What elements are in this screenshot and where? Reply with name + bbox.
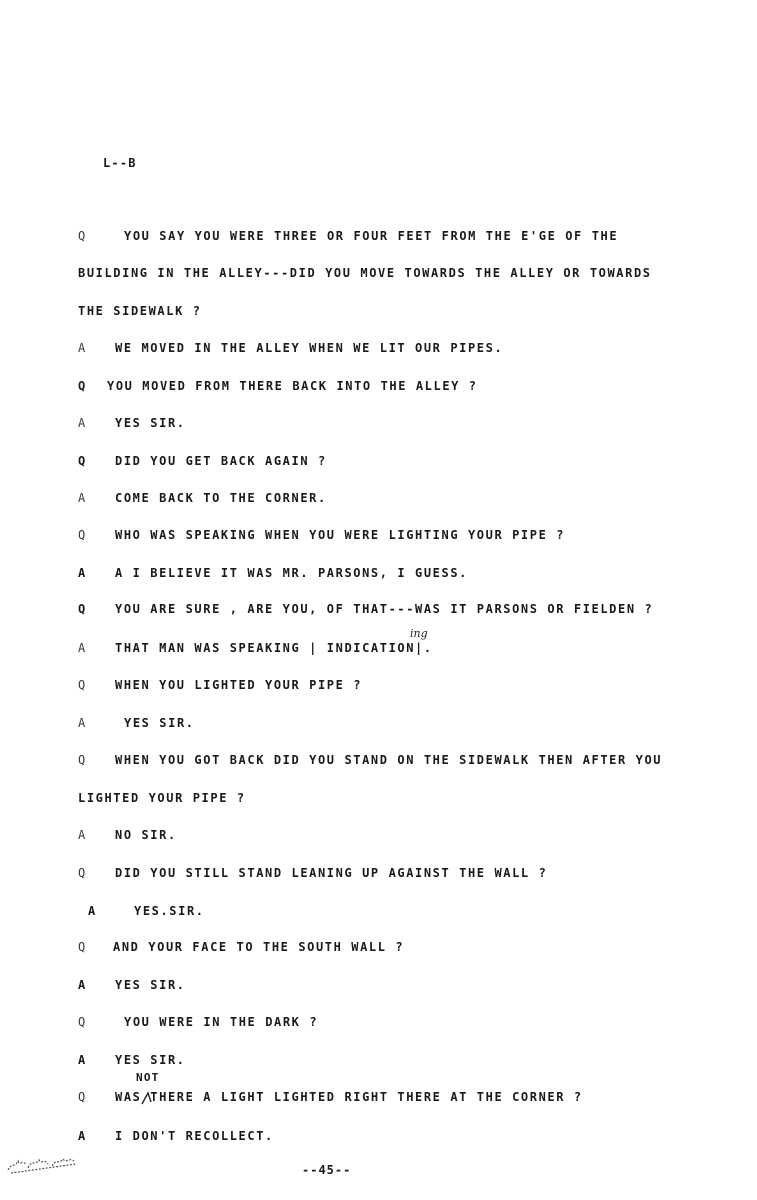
line-text: DID YOU GET BACK AGAIN ? bbox=[115, 454, 327, 468]
line-label: Q bbox=[78, 454, 87, 468]
line-text: THAT MAN WAS SPEAKING | INDICATION|. bbox=[115, 641, 433, 655]
line-text: BUILDING IN THE ALLEY---DID YOU MOVE TOWARDS THE ALLEY OR TOWARDS bbox=[78, 266, 652, 280]
line-text: YES SIR. bbox=[115, 416, 186, 430]
line-label: A bbox=[88, 904, 97, 918]
line-text: WAS THERE A LIGHT LIGHTED RIGHT THERE AT THE CORNER ? bbox=[115, 1090, 583, 1104]
line-label: Q bbox=[78, 229, 87, 243]
line-text: WE MOVED IN THE ALLEY WHEN WE LIT OUR PIPES. bbox=[115, 341, 504, 355]
line-label: Q bbox=[78, 678, 87, 692]
line-label: A bbox=[78, 416, 87, 430]
line-text: I DON'T RECOLLECT. bbox=[115, 1129, 274, 1143]
line-label: Q bbox=[78, 1015, 87, 1029]
line-label: Q bbox=[78, 379, 87, 393]
line-text: LIGHTED YOUR PIPE ? bbox=[78, 791, 246, 805]
line-text: COME BACK TO THE CORNER. bbox=[115, 491, 327, 505]
line-label: A bbox=[78, 716, 87, 730]
line-label: Q bbox=[78, 528, 87, 542]
line-text: WHO WAS SPEAKING WHEN YOU WERE LIGHTING YOUR PIPE ? bbox=[115, 528, 566, 542]
handwritten-correction: ing bbox=[410, 627, 428, 640]
line-label: Q bbox=[78, 866, 87, 880]
typed-insertion: NOT bbox=[136, 1071, 160, 1084]
line-text: YOU ARE SURE , ARE YOU, OF THAT---WAS IT PARSONS OR FIELDEN ? bbox=[115, 602, 654, 616]
line-text: WHEN YOU GOT BACK DID YOU STAND ON THE SIDEWALK THEN AFTER YOU bbox=[115, 753, 663, 767]
scribble-mark-icon bbox=[6, 1150, 82, 1176]
line-text: YOU MOVED FROM THERE BACK INTO THE ALLEY ? bbox=[107, 379, 478, 393]
line-text: YOU SAY YOU WERE THREE OR FOUR FEET FROM THE E'GE OF THE bbox=[124, 229, 619, 243]
line-label: A bbox=[78, 641, 87, 655]
line-label: A bbox=[78, 491, 87, 505]
line-label: A bbox=[78, 1129, 87, 1143]
line-label: Q bbox=[78, 753, 87, 767]
line-text: AND YOUR FACE TO THE SOUTH WALL ? bbox=[113, 940, 405, 954]
line-text: DID YOU STILL STAND LEANING UP AGAINST THE WALL ? bbox=[115, 866, 548, 880]
line-label: Q bbox=[78, 602, 87, 616]
line-text: YOU WERE IN THE DARK ? bbox=[124, 1015, 319, 1029]
line-text: YES SIR. bbox=[124, 716, 195, 730]
line-label: A bbox=[78, 978, 87, 992]
line-text: YES.SIR. bbox=[134, 904, 205, 918]
line-text: WHEN YOU LIGHTED YOUR PIPE ? bbox=[115, 678, 363, 692]
line-text: A I BELIEVE IT WAS MR. PARSONS, I GUESS. bbox=[115, 566, 468, 580]
line-text: YES SIR. bbox=[115, 978, 186, 992]
line-text: NO SIR. bbox=[115, 828, 177, 842]
page-header-code: L--B bbox=[103, 156, 137, 170]
line-label: A bbox=[78, 1053, 87, 1067]
line-label: A bbox=[78, 828, 87, 842]
line-text: THE SIDEWALK ? bbox=[78, 304, 202, 318]
page-number: --45-- bbox=[302, 1163, 352, 1177]
line-text: YES SIR. bbox=[115, 1053, 186, 1067]
line-label: A bbox=[78, 341, 87, 355]
line-label: Q bbox=[78, 1090, 87, 1104]
line-label: A bbox=[78, 566, 87, 580]
line-label: Q bbox=[78, 940, 87, 954]
